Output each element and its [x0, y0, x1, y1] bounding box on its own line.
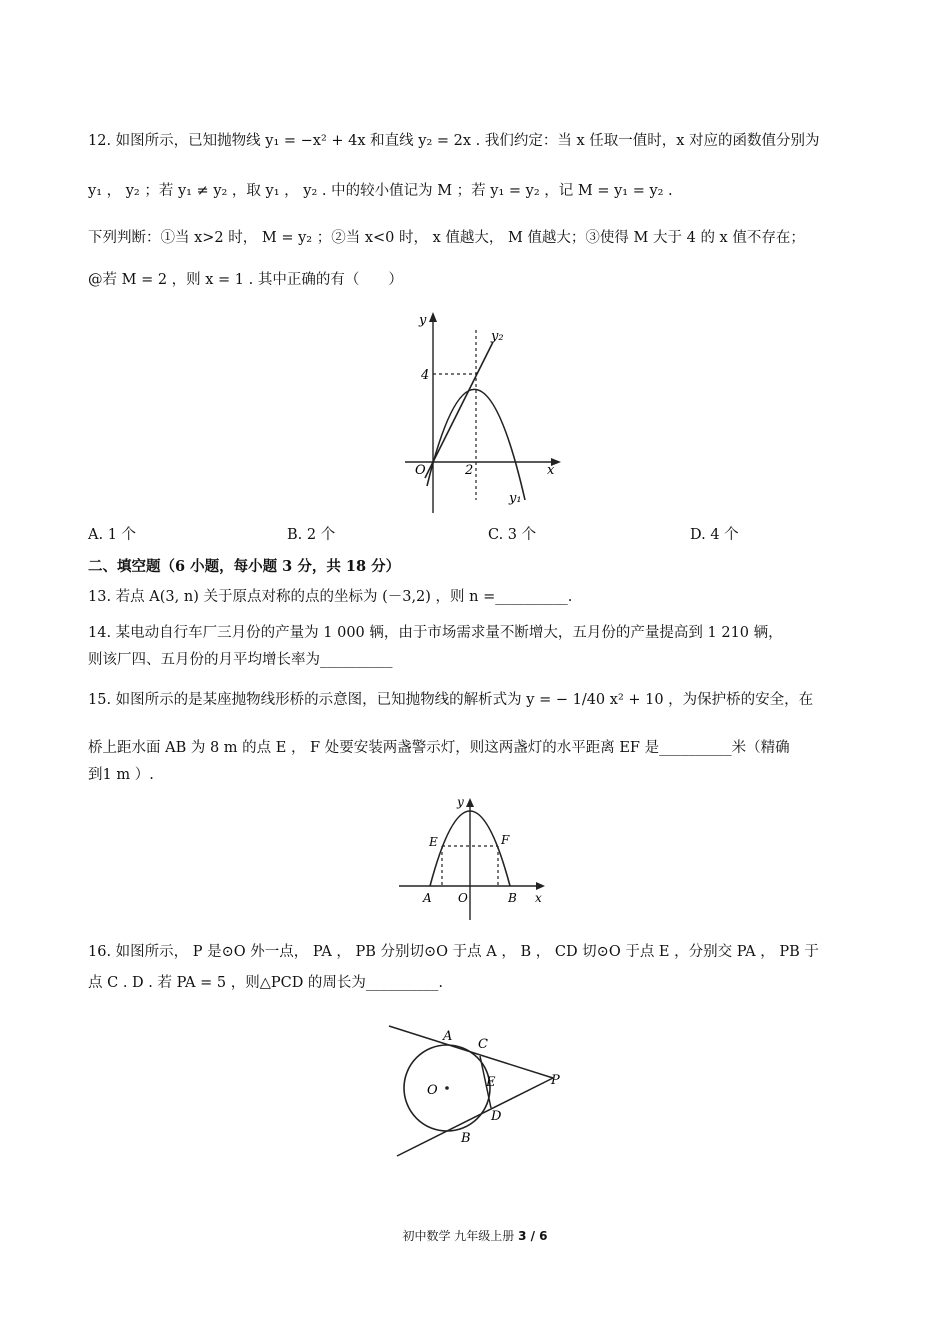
- q12-label-y2-curve: y₂: [491, 329, 504, 344]
- q15-line3: 到1 m ）.: [88, 767, 154, 783]
- q16-center-dot: [445, 1086, 449, 1090]
- footer-text: 初中数学 九年级上册: [402, 1229, 519, 1243]
- q12-line2: y₁ ， y₂ ；若 y₁ ≠ y₂ ，取 y₁ ， y₂ . 中的较小值记为 M ；若 y₁ = y₂ ，记 M = y₁ = y₂ .: [88, 183, 673, 199]
- q12-y-arrow: [429, 312, 437, 322]
- q16-label-e: E: [486, 1075, 496, 1090]
- section2-title: 二、填空题（6 小题，每小题 3 分，共 18 分）: [88, 558, 401, 575]
- q16-tangent-circle-figure: [385, 1018, 575, 1163]
- q16-label-c: C: [478, 1037, 488, 1052]
- q12-label-x-axis: x: [547, 463, 555, 478]
- q12-option-a: A. 1 个: [88, 527, 137, 543]
- q15-line2: 桥上距水面 AB 为 8 m 的点 E ， F 处要安装两盏警示灯，则这两盏灯的水平距离 EF 是__________米（精确: [88, 740, 790, 756]
- q16-line1: 16. 如图所示， P 是⊙O 外一点， PA ， PB 分别切⊙O 于点 A ， B ， CD 切⊙O 于点 E ，分别交 PA ， PB 于: [88, 944, 819, 960]
- q15-label-y: y: [457, 795, 464, 809]
- q15-label-x: x: [535, 891, 542, 905]
- q16-label-a: A: [443, 1029, 453, 1044]
- q14-line1: 14. 某电动自行车厂三月份的产量为 1 000 辆，由于市场需求量不断增大，五月份的产量提高到 1 210 辆，: [88, 625, 783, 641]
- q15-label-o: O: [458, 891, 468, 905]
- q16-label-b: B: [461, 1131, 471, 1146]
- q13-text: 13. 若点 A(3, n) 关于原点对称的点的坐标为 (－3,2) ，则 n =__________.: [88, 589, 573, 605]
- q15-bridge-figure: [395, 790, 555, 925]
- q12-parabola-line-figure: [395, 308, 570, 516]
- q12-line1: 12. 如图所示，已知抛物线 y₁ = −x² + 4x 和直线 y₂ = 2x . 我们约定：当 x 任取一值时，x 对应的函数值分别为: [88, 133, 820, 149]
- q12-option-d: D. 4 个: [690, 527, 739, 543]
- q15-label-a: A: [423, 891, 432, 905]
- q16-line2: 点 C . D . 若 PA = 5 ，则△PCD 的周长为__________.: [88, 975, 444, 991]
- q16-line-pb: [397, 1078, 553, 1156]
- q12-label-y-axis: y: [419, 313, 427, 328]
- footer-page-number: 3 / 6: [518, 1229, 548, 1243]
- q12-label-y1-curve: y₁: [509, 491, 522, 506]
- q12-line4: @若 M = 2 ，则 x = 1 . 其中正确的有（ ）: [88, 272, 403, 288]
- q12-line3: 下列判断：①当 x>2 时， M = y₂ ；②当 x<0 时， x 值越大， M 值越大；③使得 M 大于 4 的 x 值不存在；: [88, 230, 805, 246]
- q15-label-f: F: [501, 833, 510, 847]
- q16-line-pa: [389, 1026, 553, 1078]
- q15-label-e: E: [429, 835, 438, 849]
- q15-x-arrow: [536, 882, 545, 890]
- q12-tick-2: 2: [465, 463, 474, 478]
- q16-label-p: P: [551, 1073, 560, 1088]
- q15-line1: 15. 如图所示的是某座抛物线形桥的示意图，已知抛物线的解析式为 y = − 1/40 x² + 10 ，为保护桥的安全，在: [88, 692, 814, 708]
- q14-line2: 则该厂四、五月份的月平均增长率为__________: [88, 652, 393, 668]
- page-footer: [0, 1228, 950, 1244]
- q12-label-origin: O: [415, 463, 426, 478]
- q16-label-d: D: [491, 1109, 502, 1124]
- q16-label-o: O: [427, 1083, 438, 1098]
- q12-option-b: B. 2 个: [287, 527, 336, 543]
- q15-label-b: B: [508, 891, 517, 905]
- q12-option-c: C. 3 个: [488, 527, 537, 543]
- q15-y-arrow: [466, 798, 474, 807]
- q12-tick-4: 4: [421, 368, 430, 383]
